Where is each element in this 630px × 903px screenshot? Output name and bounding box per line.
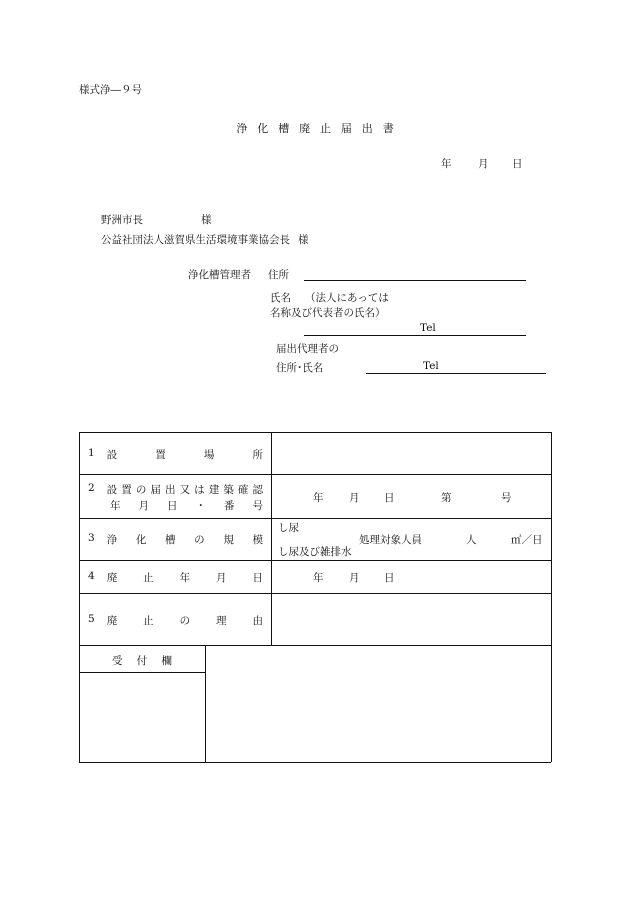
row-number: 5 — [88, 613, 95, 625]
date-year-label: 年 — [441, 158, 452, 170]
row-number: 3 — [88, 532, 95, 544]
row2-gou: 号 — [501, 492, 512, 504]
addressee-mayor — [101, 212, 212, 227]
tel-label: Tel — [420, 322, 436, 334]
date-day-label: 日 — [512, 158, 523, 170]
name-field[interactable] — [304, 335, 526, 336]
row4-year: 年 — [313, 572, 324, 584]
installation-place-field[interactable] — [272, 433, 550, 473]
form-number: 様式浄―９号 — [79, 84, 142, 96]
date-month-label: 月 — [478, 158, 489, 170]
mayor-honorific: 様 — [201, 214, 212, 226]
scale-type-night-soil: し尿 — [278, 522, 299, 534]
manager-label: 浄化槽管理者 — [188, 269, 251, 281]
agent-tel-label: Tel — [423, 360, 439, 372]
address-field[interactable] — [304, 280, 526, 281]
name-note-2: 名称及び代表者の氏名） — [270, 307, 386, 319]
document-title: 浄化槽廃止届出書 — [236, 122, 404, 135]
row-scale-label: 3 浄 化 槽 の 規 模 — [88, 532, 263, 546]
row-notification-label: 2 設 置 の 届 出 又 は 建 築 確 認 年 月 日 ・ 番 号 — [88, 482, 263, 512]
agent-field[interactable] — [366, 373, 546, 374]
row2-year: 年 — [313, 492, 324, 504]
abolition-reason-field[interactable] — [272, 594, 550, 644]
mayor-label: 野洲市長 — [101, 214, 143, 226]
address-label: 住所 — [268, 269, 289, 281]
row4-month: 月 — [349, 572, 360, 584]
name-label: 氏名 — [270, 292, 291, 304]
row-abolition-reason-label: 5 廃 止 の 理 由 — [88, 613, 263, 627]
row-number: 2 — [88, 482, 95, 494]
row-number: 1 — [88, 447, 95, 459]
name-note-1: （法人にあっては — [305, 292, 389, 304]
scale-type-combined: し尿及び雑排水 — [278, 546, 352, 558]
association-honorific: 様 — [298, 234, 309, 246]
row-installation-place-label: 1 設 置 場 所 — [88, 447, 263, 461]
row2-month: 月 — [349, 492, 360, 504]
row4-day: 日 — [384, 572, 395, 584]
reception-label: 受 付 欄 — [112, 655, 172, 667]
reception-notes-area — [206, 646, 550, 761]
row2-dai: 第 — [441, 492, 452, 504]
agent-label: 届出代理者の — [276, 343, 339, 355]
association-label: 公益社団法人滋賀県生活環境事業協会長 — [101, 234, 290, 246]
reception-stamp-area — [80, 673, 204, 761]
persons-unit: 人 — [466, 534, 477, 546]
volume-unit: ㎥／日 — [511, 534, 543, 546]
addressee-association — [101, 232, 309, 247]
row2-day: 日 — [384, 492, 395, 504]
persons-label: 処理対象人員 — [359, 534, 422, 546]
row-abolition-date-label: 4 廃 止 年 月 日 — [88, 570, 263, 584]
row-number: 4 — [88, 570, 95, 582]
agent-name-label: 住所･氏名 — [276, 362, 324, 374]
